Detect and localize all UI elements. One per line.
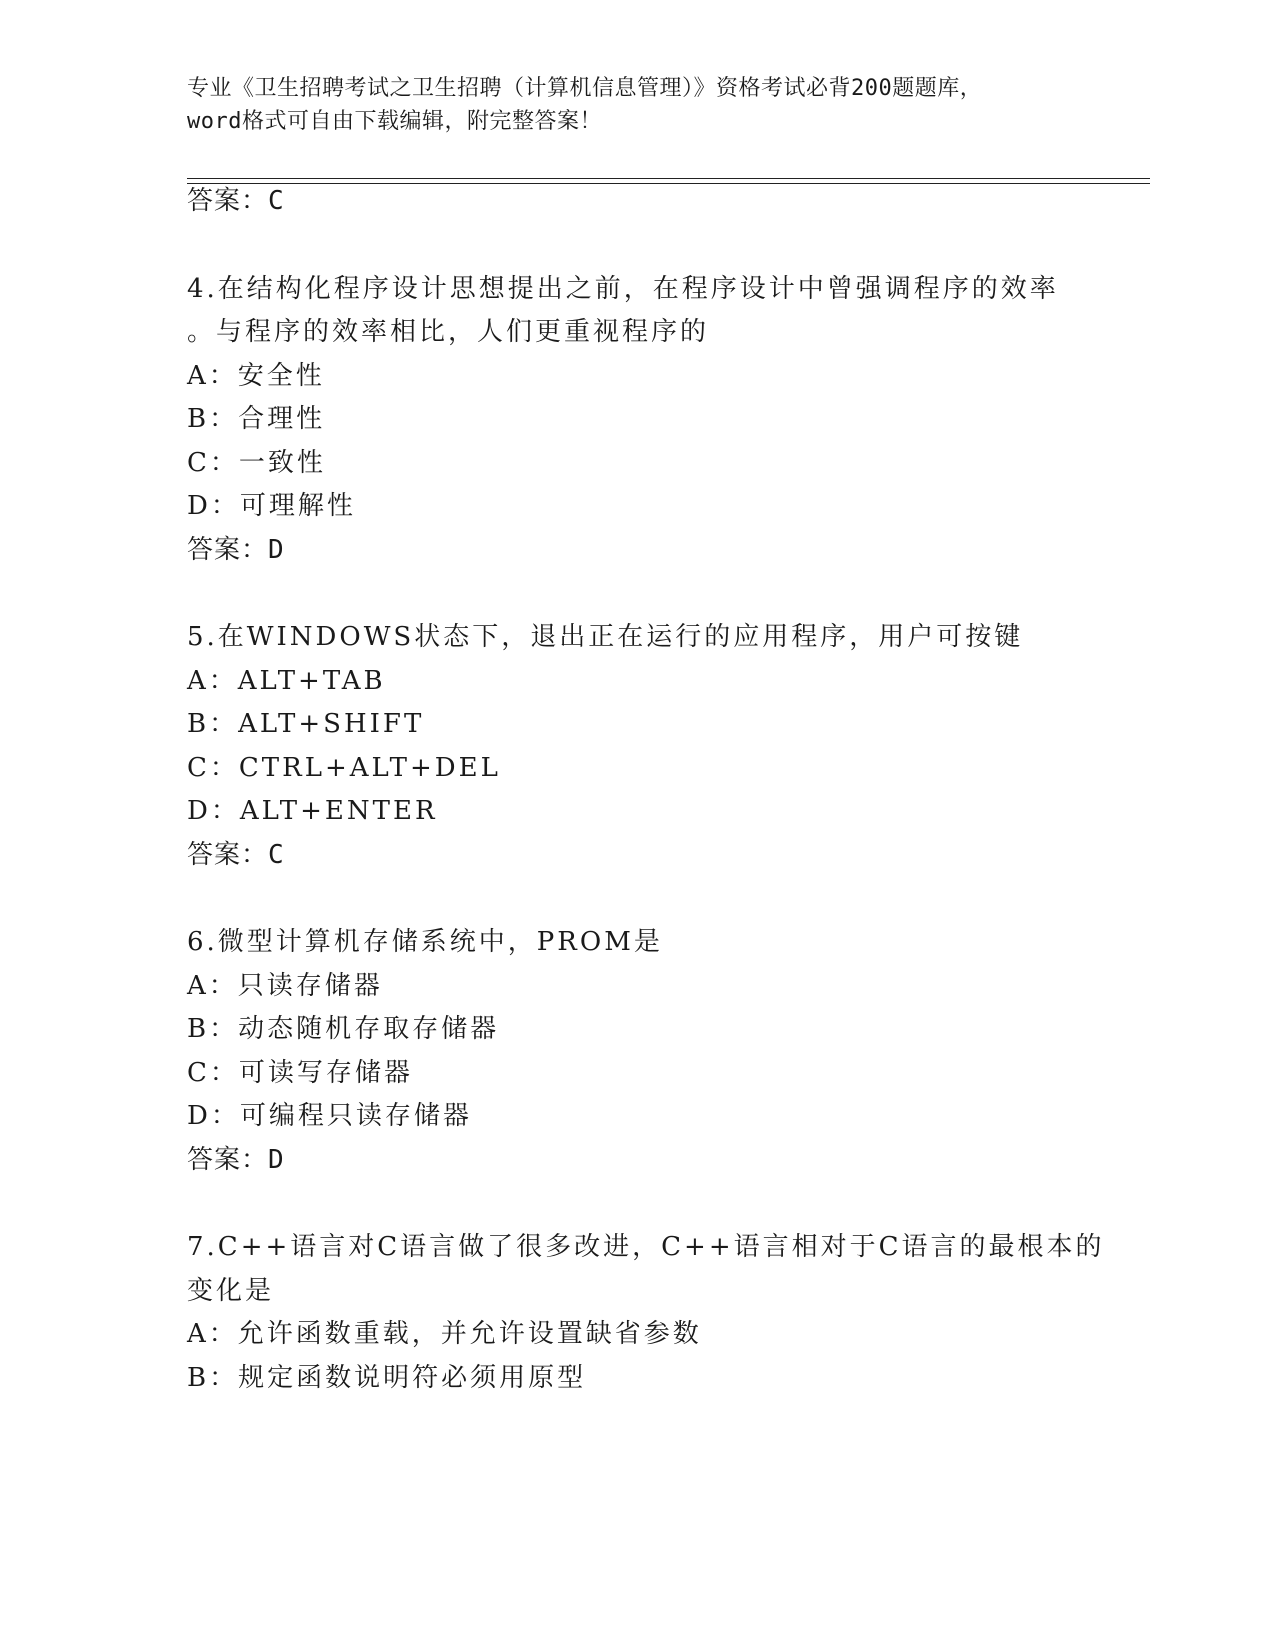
question-6-option-d: D：可编程只读存储器 xyxy=(187,1101,472,1131)
question-7-stem-line-1: 7.C++语言对C语言做了很多改进，C++语言相对于C语言的最根本的 xyxy=(187,1232,1105,1262)
header-divider-top xyxy=(187,178,1150,179)
header-divider-bottom xyxy=(187,183,1150,184)
answer-previous: 答案：C xyxy=(187,186,285,216)
question-7-option-a: A：允许函数重载，并允许设置缺省参数 xyxy=(187,1319,702,1349)
question-4-option-c: C：一致性 xyxy=(187,448,326,478)
question-6-option-a: A：只读存储器 xyxy=(187,971,383,1001)
question-6-stem-line-1: 6.微型计算机存储系统中，PROM是 xyxy=(187,927,663,957)
question-5-option-d: D：ALT+ENTER xyxy=(187,796,438,826)
question-5-answer: 答案：C xyxy=(187,840,285,870)
header-line-2: word格式可自由下载编辑，附完整答案！ xyxy=(187,109,602,134)
question-5-option-c: C：CTRL+ALT+DEL xyxy=(187,753,501,783)
question-4-option-b: B：合理性 xyxy=(187,404,326,434)
question-7-option-b: B：规定函数说明符必须用原型 xyxy=(187,1363,587,1393)
question-5-stem-line-1: 5.在WINDOWS状态下，退出正在运行的应用程序，用户可按键 xyxy=(187,622,1024,652)
question-4-option-a: A：安全性 xyxy=(187,361,325,391)
question-6-option-b: B：动态随机存取存储器 xyxy=(187,1014,500,1044)
question-6-option-c: C：可读写存储器 xyxy=(187,1058,413,1088)
question-5-option-b: B：ALT+SHIFT xyxy=(187,709,425,739)
question-4-stem-line-1: 4.在结构化程序设计思想提出之前，在程序设计中曾强调程序的效率 xyxy=(187,274,1059,304)
question-4-answer: 答案：D xyxy=(187,535,285,565)
question-7-stem-line-2: 变化是 xyxy=(187,1276,275,1306)
header-line-1: 专业《卫生招聘考试之卫生招聘（计算机信息管理）》资格考试必背200题题库， xyxy=(187,76,983,101)
question-6-answer: 答案：D xyxy=(187,1145,285,1175)
document-header xyxy=(187,72,1087,138)
question-4-option-d: D：可理解性 xyxy=(187,491,356,521)
question-5-option-a: A：ALT+TAB xyxy=(187,666,386,696)
question-4-stem-line-2: 。与程序的效率相比，人们更重视程序的 xyxy=(187,317,710,347)
